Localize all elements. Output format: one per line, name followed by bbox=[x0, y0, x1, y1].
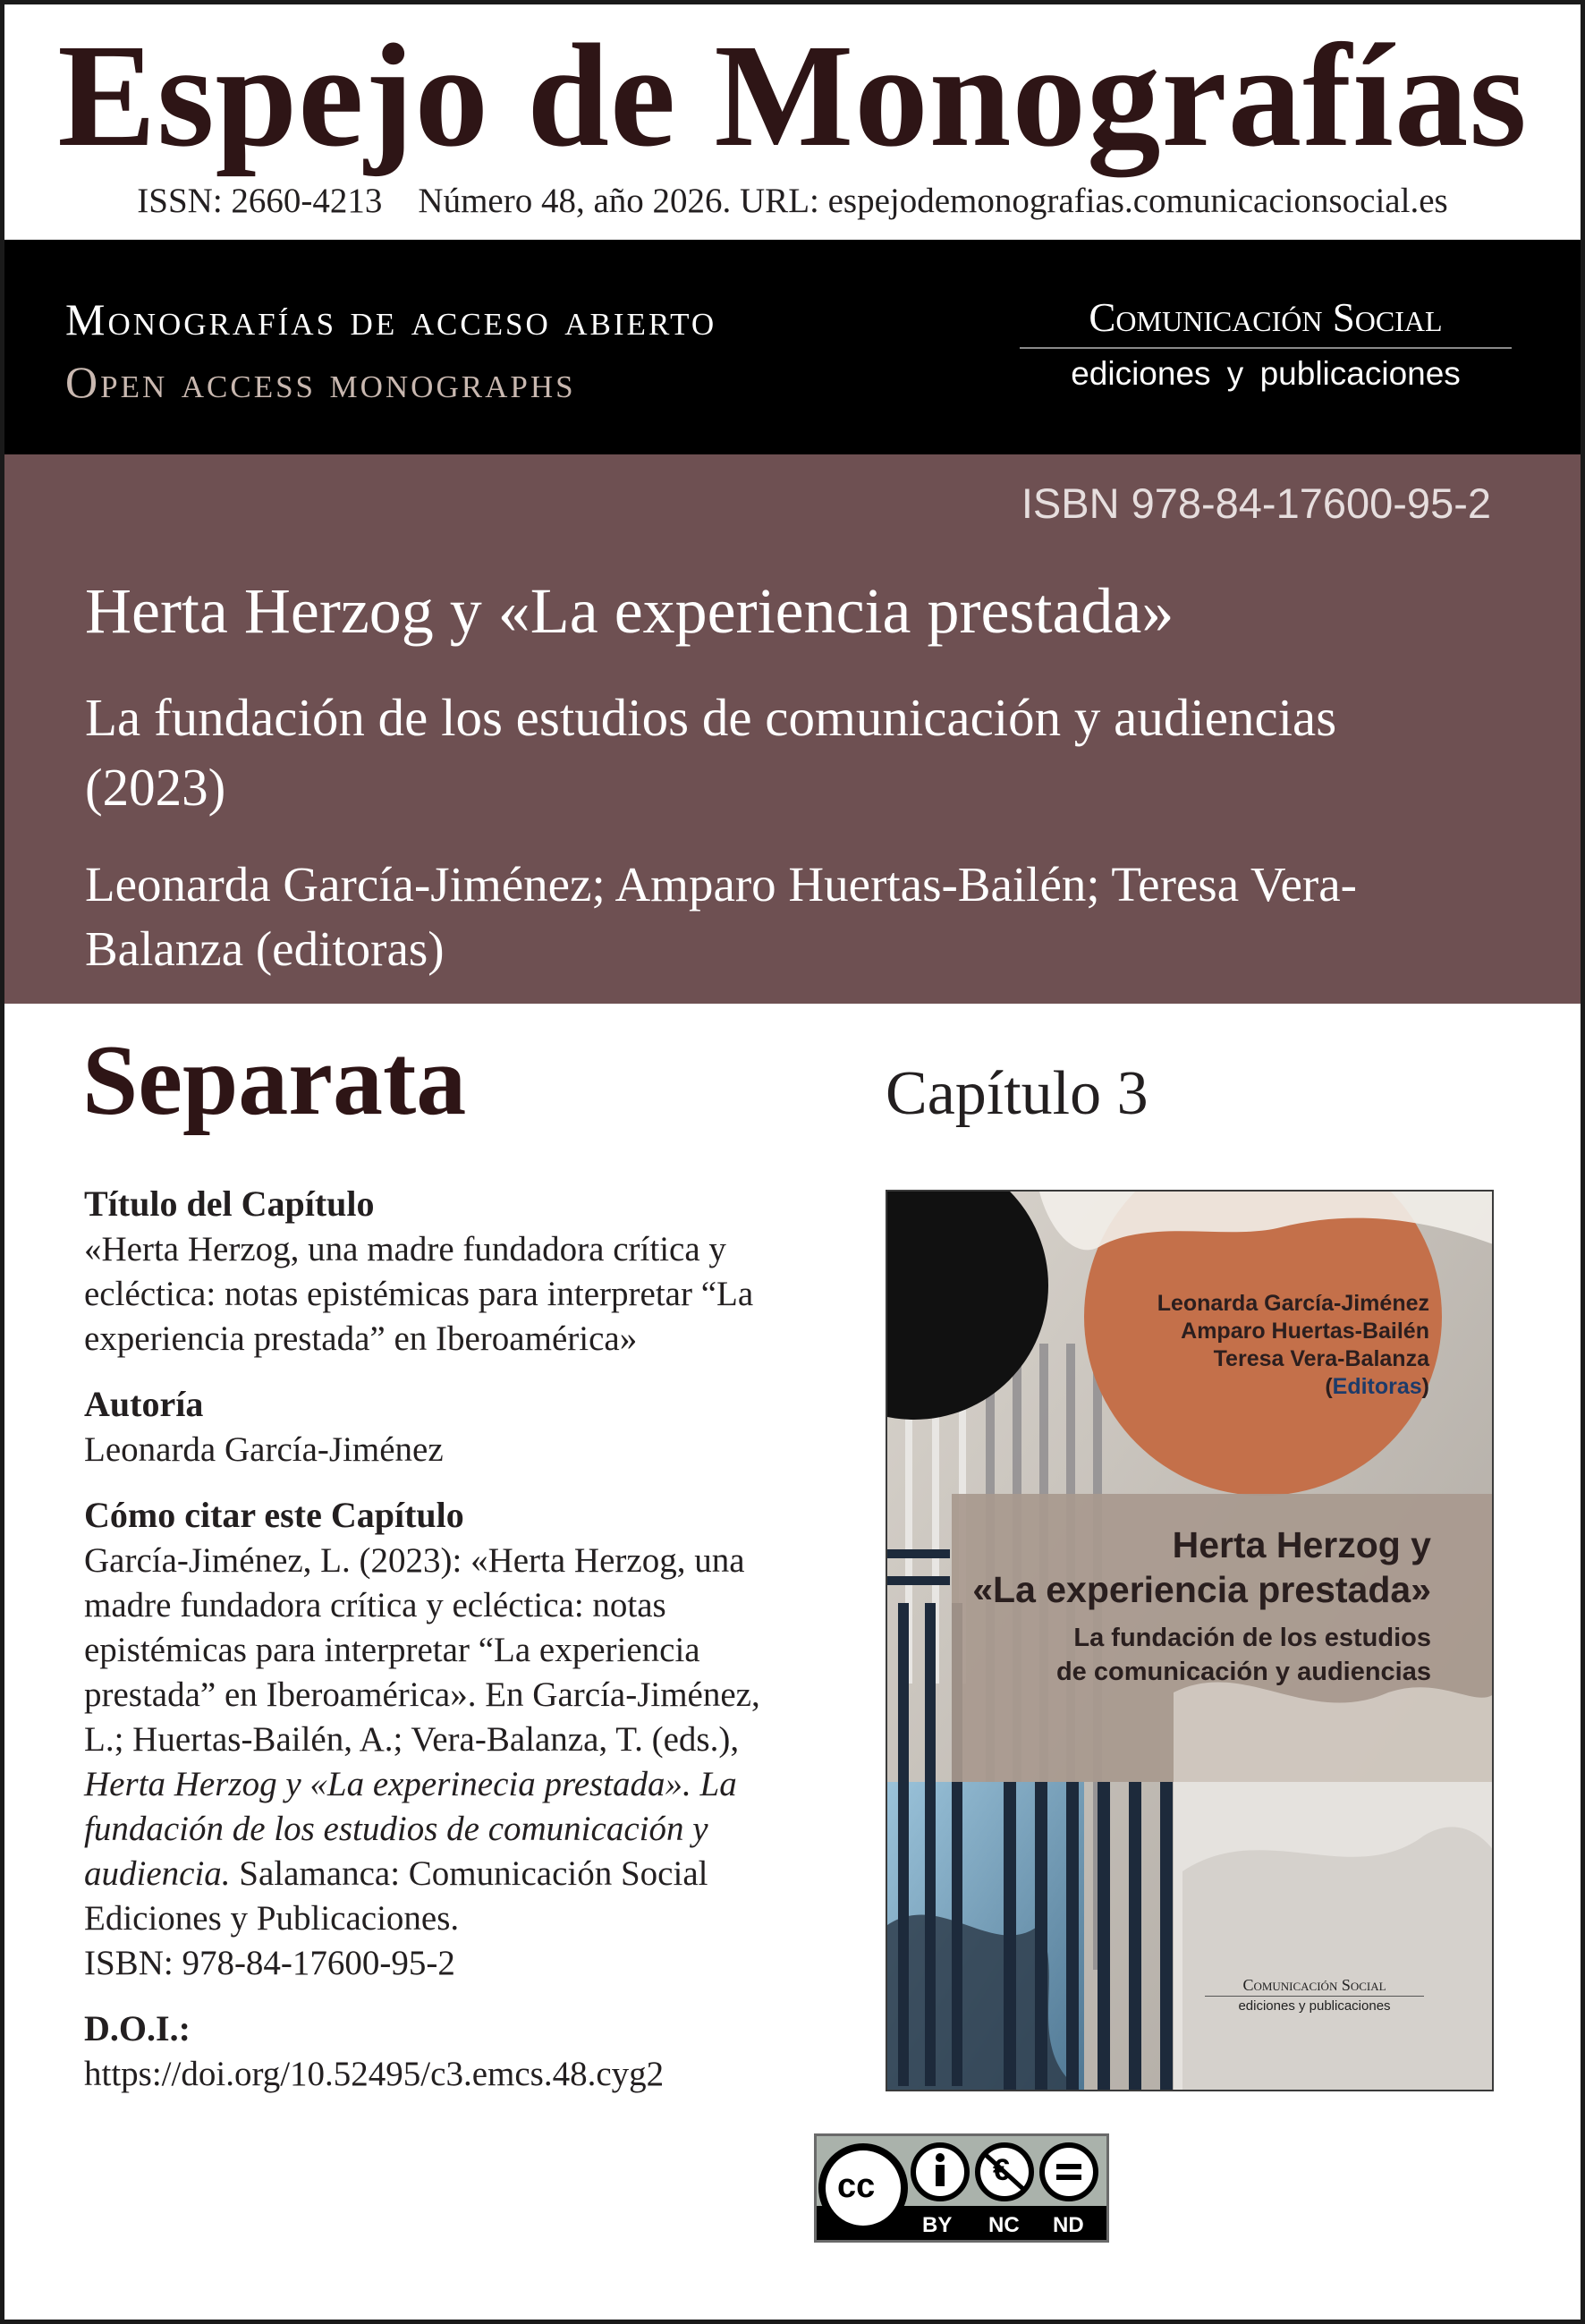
journal-title: Espejo de Monografías bbox=[57, 13, 1528, 177]
chapter-title-text: «Herta Herzog, una madre fundadora crítica y ecléctica: notas epistémicas para interpretar “La experiencia prestada” en Iberoamérica» bbox=[84, 1230, 754, 1358]
cc-nd-label: ND bbox=[1053, 2213, 1084, 2237]
book-band bbox=[4, 454, 1581, 1004]
issue-text: Número 48, año 2026. URL: espejodemonografias.comunicacionsocial.es bbox=[418, 182, 1448, 220]
cover-editors-label: (Editoras) bbox=[1325, 1374, 1429, 1399]
cover-subtitle: La fundación de los estudios de comunicación y audiencias bbox=[1055, 1624, 1431, 1686]
cc-nc-label: NC bbox=[988, 2213, 1020, 2237]
doi-section bbox=[84, 2006, 800, 2097]
publisher-logo bbox=[1020, 292, 1512, 399]
masthead bbox=[0, 0, 1585, 240]
doi-heading: D.O.I.: bbox=[84, 2008, 191, 2048]
chapter-details bbox=[84, 1181, 800, 2116]
authorship-text: Leonarda García-Jiménez bbox=[84, 1430, 444, 1469]
euro-icon: € bbox=[993, 2153, 1010, 2187]
publisher-subtitle: ediciones y publicaciones bbox=[1071, 355, 1461, 392]
authorship-heading: Autoría bbox=[84, 1384, 204, 1424]
book-title: Herta Herzog y «La experiencia prestada» bbox=[85, 575, 1174, 647]
authorship-section bbox=[84, 1381, 800, 1472]
cc-license-badge[interactable] bbox=[814, 2133, 1109, 2243]
chapter-title-heading: Título del Capítulo bbox=[84, 1183, 375, 1224]
cover-title: Herta Herzog y «La experiencia prestada» bbox=[972, 1524, 1431, 1610]
cc-icon: cc bbox=[837, 2167, 876, 2205]
cover-author: Leonarda García-Jiménez bbox=[1157, 1291, 1429, 1316]
citation-book-title: Herta Herzog y «La experinecia prestada». La fundación de los estudios de comunicación y audiencia. bbox=[84, 1765, 737, 1893]
book-cover-image bbox=[886, 1190, 1494, 2091]
citation-part1: García-Jiménez, L. (2023): «Herta Herzog, una madre fundadora crítica y ecléctica: notas epistémicas para interpretar “La experiencia prestada” en Iberoamérica». En García-Jiménez, L.; Huertas-Bailén, A.; Vera-Balanza, T. (eds.), bbox=[84, 1541, 760, 1759]
chapter-title-section bbox=[84, 1181, 800, 1361]
series-spanish: Monografías de acceso abierto bbox=[65, 294, 717, 344]
citation-section bbox=[84, 1492, 800, 1986]
cover-authors bbox=[1157, 1290, 1429, 1401]
publisher-name: Comunicación Social bbox=[1020, 292, 1512, 349]
book-isbn: ISBN 978-84-17600-95-2 bbox=[1021, 479, 1491, 527]
book-editors: Leonarda García-Jiménez; Amparo Huertas-Bailén; Teresa Vera-Balanza (editoras) bbox=[85, 857, 1357, 976]
citation-heading: Cómo citar este Capítulo bbox=[84, 1495, 464, 1535]
chapter-number: Capítulo 3 bbox=[886, 1059, 1148, 1128]
citation-isbn: ISBN: 978-84-17600-95-2 bbox=[84, 1944, 455, 1982]
journal-meta bbox=[0, 179, 1585, 224]
cover-publisher-logo bbox=[1205, 1974, 1424, 2016]
cc-by-label: BY bbox=[922, 2213, 953, 2237]
citation-text bbox=[84, 1539, 800, 1986]
series-band bbox=[4, 240, 1581, 454]
separata-heading: Separata bbox=[82, 1025, 467, 1136]
cover-author: Amparo Huertas-Bailén bbox=[1181, 1319, 1429, 1344]
citation-part2: Salamanca: Comunicación Social Ediciones y Publicaciones. bbox=[84, 1854, 708, 1938]
cover-author: Teresa Vera-Balanza bbox=[1213, 1346, 1429, 1371]
doi-link[interactable]: https://doi.org/10.52495/c3.emcs.48.cyg2 bbox=[84, 2055, 665, 2093]
series-english: Open access monographs bbox=[65, 357, 576, 407]
cover-publisher-subtitle: ediciones y publicaciones bbox=[1238, 1998, 1391, 2014]
cover-publisher-name: Comunicación Social bbox=[1205, 1974, 1424, 1997]
book-subtitle: La fundación de los estudios de comunicación y audiencias (2023) bbox=[85, 688, 1337, 817]
issn-text: ISSN: 2660-4213 bbox=[137, 182, 383, 220]
